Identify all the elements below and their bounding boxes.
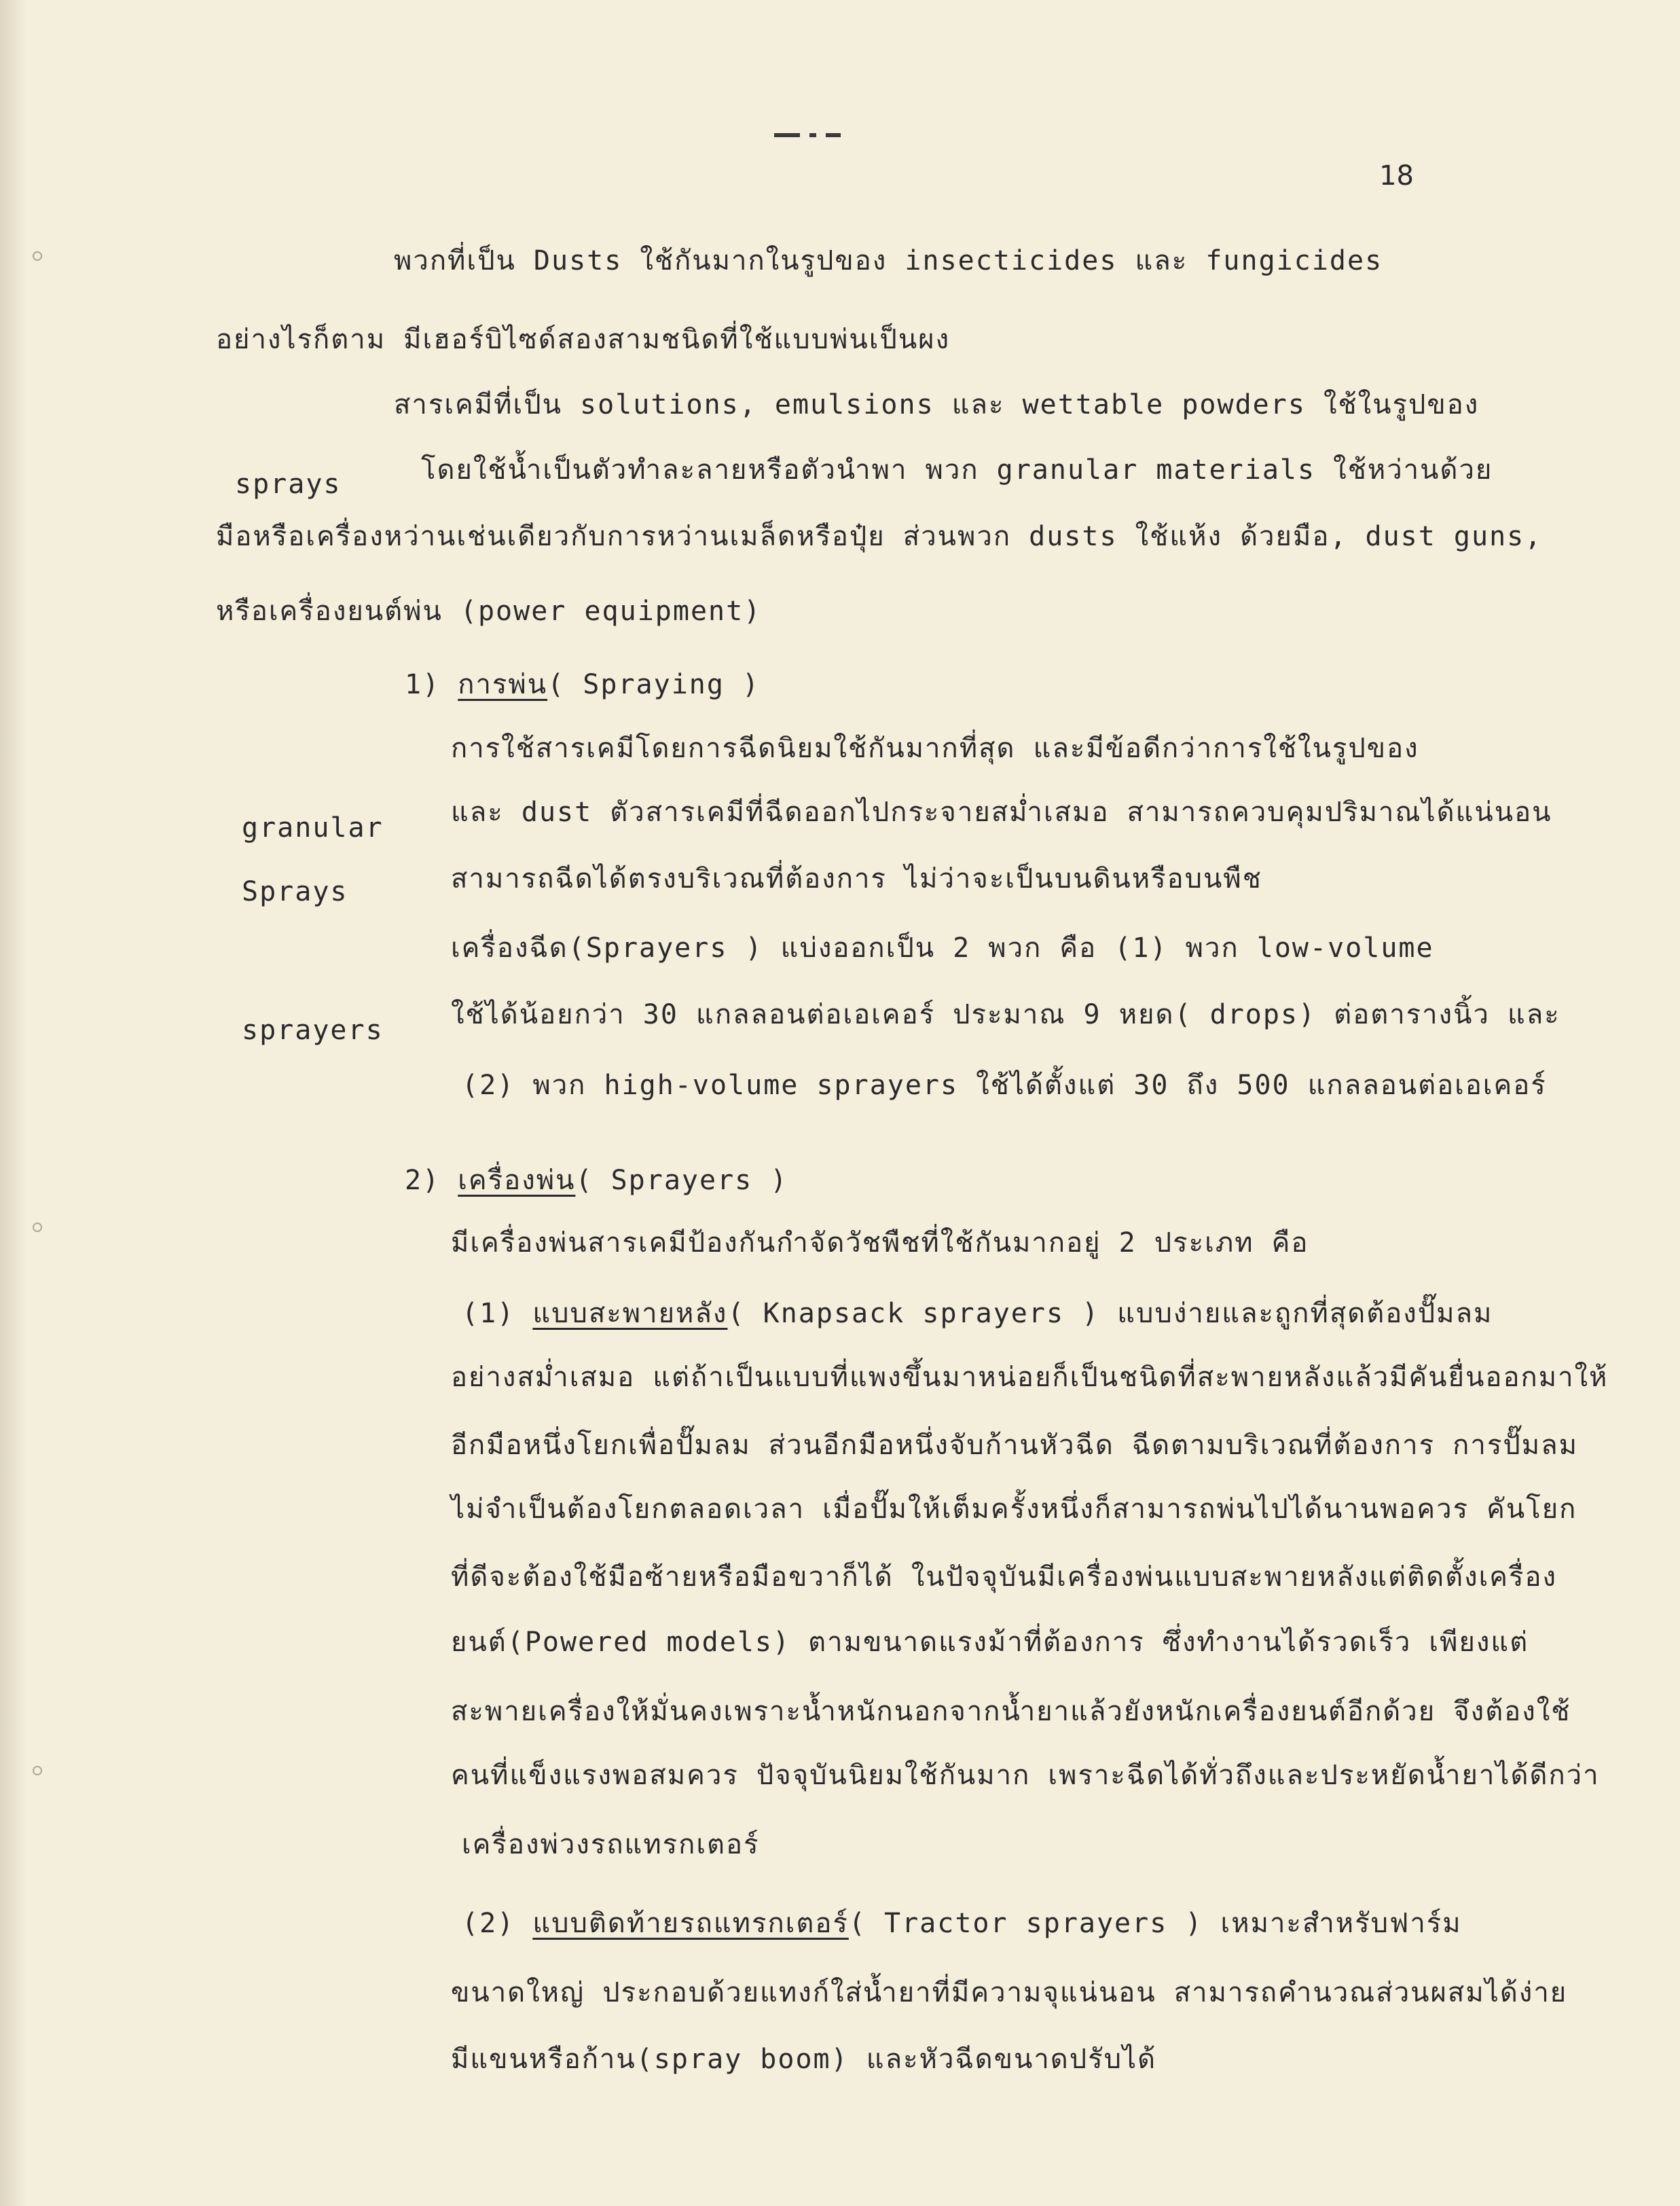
- text-line: โดยใช้น้ำเป็นตัวทำละลายหรือตัวนำพา พวก granular materials ใช้หว่านด้วย: [421, 454, 1493, 486]
- margin-note: Sprays: [242, 876, 348, 907]
- text-line: หรือเครื่องยนต์พ่น (power equipment): [216, 596, 762, 627]
- text-line: มีเครื่องพ่นสารเคมีป้องกันกำจัดวัชพืชที่ใช้กันมากอยู่ 2 ประเภท คือ: [451, 1227, 1309, 1259]
- subsection-text: ( Knapsack sprayers ) แบบง่ายและถูกที่สุดต้องปั๊มลม: [727, 1298, 1493, 1329]
- text-line: ที่ดีจะต้องใช้มือซ้ายหรือมือขวาก็ได้ ในปัจจุบันมีเครื่องพ่นแบบสะพายหลังแต่ติดตั้งเครื่อง: [451, 1561, 1558, 1593]
- punch-hole-mark: [33, 1766, 42, 1775]
- text-line: ขนาดใหญ่ ประกอบด้วยแทงก์ใส่น้ำยาที่มีความจุแน่นอน สามารถคำนวณส่วนผสมได้ง่าย: [451, 1977, 1568, 2008]
- underlined-term: การพ่น: [458, 669, 548, 700]
- underlined-term: แบบสะพายหลัง: [532, 1298, 728, 1329]
- margin-note: sprays: [235, 469, 342, 500]
- text-line: และ dust ตัวสารเคมีที่ฉีดออกไปกระจายสม่ำเสมอ สามารถควบคุมปริมาณได้แน่นอน: [451, 797, 1552, 828]
- text-line: เครื่องฉีด(Sprayers ) แบ่งออกเป็น 2 พวก คือ (1) พวก low-volume: [451, 933, 1434, 964]
- text-line: การใช้สารเคมีโดยการฉีดนิยมใช้กันมากที่สุด และมีข้อดีกว่าการใช้ในรูปของ: [451, 733, 1419, 764]
- margin-note: granular: [242, 812, 384, 844]
- text-line: ยนต์(Powered models) ตามขนาดแรงม้าที่ต้องการ ซึ่งทำงานได้รวดเร็ว เพียงแต่: [451, 1627, 1529, 1658]
- text-line: มีแขนหรือก้าน(spray boom) และหัวฉีดขนาดปรับได้: [451, 2044, 1157, 2075]
- text-line: ใช้ได้น้อยกว่า 30 แกลลอนต่อเอเคอร์ ประมาณ 9 หยด( drops) ต่อตารางนิ้ว และ: [451, 999, 1560, 1030]
- section-heading-english: ( Spraying ): [547, 669, 761, 700]
- item-number: (1): [462, 1298, 533, 1329]
- item-number: (2): [462, 1908, 533, 1939]
- page-number: 18: [1379, 160, 1414, 192]
- subsection-tractor: [462, 1907, 1462, 1940]
- page-edge-shadow: [0, 0, 27, 2206]
- text-line: (2) พวก high-volume sprayers ใช้ได้ตั้งแต่ 30 ถึง 500 แกลลอนต่อเอเคอร์: [462, 1070, 1547, 1101]
- subsection-text: ( Tractor sprayers ) เหมาะสำหรับฟาร์ม: [848, 1908, 1462, 1939]
- text-line: อย่างไรก็ตาม มีเฮอร์บิไซด์สองสามชนิดที่ใช้แบบพ่นเป็นผง: [216, 324, 951, 355]
- section-heading-spraying: [405, 668, 760, 701]
- punch-hole-mark: [33, 251, 42, 261]
- text-line: พวกที่เป็น Dusts ใช้กันมากในรูปของ insecticides และ fungicides: [394, 245, 1383, 276]
- subsection-knapsack: [462, 1297, 1493, 1330]
- section-number: 2): [405, 1165, 458, 1196]
- section-number: 1): [405, 669, 458, 700]
- margin-note: sprayers: [242, 1015, 384, 1046]
- section-heading-sprayers: [405, 1164, 788, 1197]
- section-heading-english: ( Sprayers ): [575, 1165, 788, 1196]
- text-line: เครื่องพ่วงรถแทรกเตอร์: [462, 1829, 760, 1860]
- text-line: ไม่จำเป็นต้องโยกตลอดเวลา เมื่อปั๊มให้เต็มครั้งหนึ่งก็สามารถพ่นไปได้นานพอควร คันโยก: [451, 1494, 1577, 1525]
- ink-smudge: [774, 128, 883, 137]
- text-line: คนที่แข็งแรงพอสมควร ปัจจุบันนิยมใช้กันมาก เพราะฉีดได้ทั่วถึงและประหยัดน้ำยาได้ดีกว่า: [451, 1760, 1600, 1791]
- underlined-term: เครื่องพ่น: [458, 1165, 576, 1196]
- text-line: สารเคมีที่เป็น solutions, emulsions และ wettable powders ใช้ในรูปของ: [394, 389, 1480, 420]
- text-line: มือหรือเครื่องหว่านเช่นเดียวกับการหว่านเมล็ดหรือปุ๋ย ส่วนพวก dusts ใช้แห้ง ด้วยมือ, dust guns,: [216, 521, 1543, 552]
- text-line: สะพายเครื่องให้มั่นคงเพราะน้ำหนักนอกจากน้ำยาแล้วยังหนักเครื่องยนต์อีกด้วย จึงต้องใช้: [451, 1696, 1571, 1727]
- text-line: สามารถฉีดได้ตรงบริเวณที่ต้องการ ไม่ว่าจะเป็นบนดินหรือบนพืช: [451, 863, 1262, 894]
- text-line: อย่างสม่ำเสมอ แต่ถ้าเป็นแบบที่แพงขึ้นมาหน่อยก็เป็นชนิดที่สะพายหลังแล้วมีคันยื่นออกมาให้: [451, 1362, 1609, 1393]
- text-line: อีกมือหนึ่งโยกเพื่อปั๊มลม ส่วนอีกมือหนึ่งจับก้านหัวฉีด ฉีดตามบริเวณที่ต้องการ การปั๊มลม: [451, 1430, 1578, 1461]
- underlined-term: แบบติดท้ายรถแทรกเตอร์: [532, 1908, 849, 1939]
- punch-hole-mark: [33, 1223, 42, 1232]
